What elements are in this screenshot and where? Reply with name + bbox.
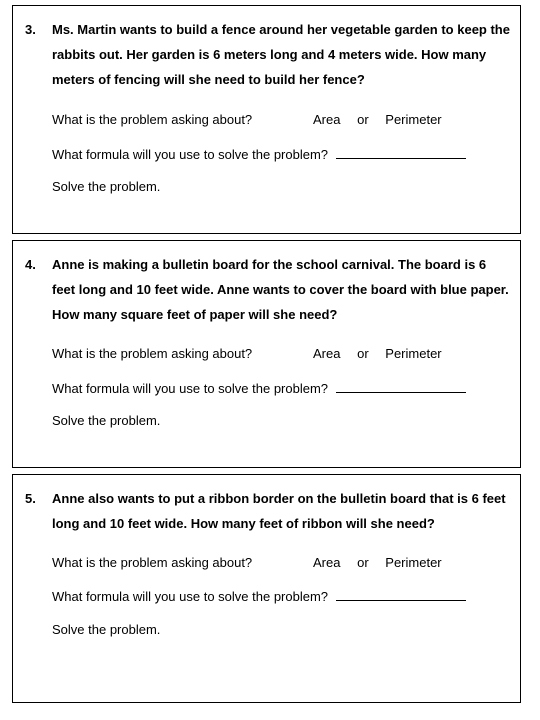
problem-number: 3. — [25, 22, 36, 37]
option-perimeter[interactable]: Perimeter — [385, 346, 442, 361]
formula-row — [52, 588, 466, 605]
problem-number: 4. — [25, 257, 36, 272]
problem-box-3 — [12, 5, 521, 234]
solve-prompt: Solve the problem. — [52, 179, 161, 194]
problem-box-4 — [12, 240, 521, 468]
problem-number: 5. — [25, 491, 36, 506]
formula-prompt: What formula will you use to solve the problem? — [52, 381, 329, 396]
area-perimeter-choices — [313, 555, 455, 571]
option-area[interactable]: Area — [313, 555, 341, 570]
problem-text: Anne also wants to put a ribbon border on the bulletin board that is 6 feet long and 10 feet wide. How many feet of ribbon will she need? — [52, 491, 506, 531]
formula-answer-blank[interactable] — [336, 588, 466, 601]
asking-prompt: What is the problem asking about? — [52, 112, 253, 127]
option-or: or — [357, 112, 369, 127]
formula-row — [52, 380, 466, 397]
asking-prompt: What is the problem asking about? — [52, 346, 253, 361]
option-area[interactable]: Area — [313, 346, 341, 361]
area-perimeter-choices — [313, 112, 455, 128]
option-or: or — [357, 555, 369, 570]
problem-text: Anne is making a bulletin board for the school carnival. The board is 6 feet long and 10 feet wide. Anne wants to cover the board with blue paper. How many square feet of paper will she need? — [52, 257, 509, 322]
option-area[interactable]: Area — [313, 112, 341, 127]
formula-answer-blank[interactable] — [336, 380, 466, 393]
option-perimeter[interactable]: Perimeter — [385, 112, 442, 127]
solve-prompt: Solve the problem. — [52, 413, 161, 428]
formula-answer-blank[interactable] — [336, 146, 466, 159]
formula-prompt: What formula will you use to solve the problem? — [52, 147, 329, 162]
option-or: or — [357, 346, 369, 361]
problem-box-5 — [12, 474, 521, 703]
formula-prompt: What formula will you use to solve the problem? — [52, 589, 329, 604]
option-perimeter[interactable]: Perimeter — [385, 555, 442, 570]
solve-prompt: Solve the problem. — [52, 622, 161, 637]
asking-prompt: What is the problem asking about? — [52, 555, 253, 570]
area-perimeter-choices — [313, 346, 455, 362]
problem-text: Ms. Martin wants to build a fence around her vegetable garden to keep the rabbits out. Her garden is 6 meters long and 4 meters wide. How many meters of fencing will she need to build her fence? — [52, 22, 510, 87]
formula-row — [52, 146, 466, 163]
